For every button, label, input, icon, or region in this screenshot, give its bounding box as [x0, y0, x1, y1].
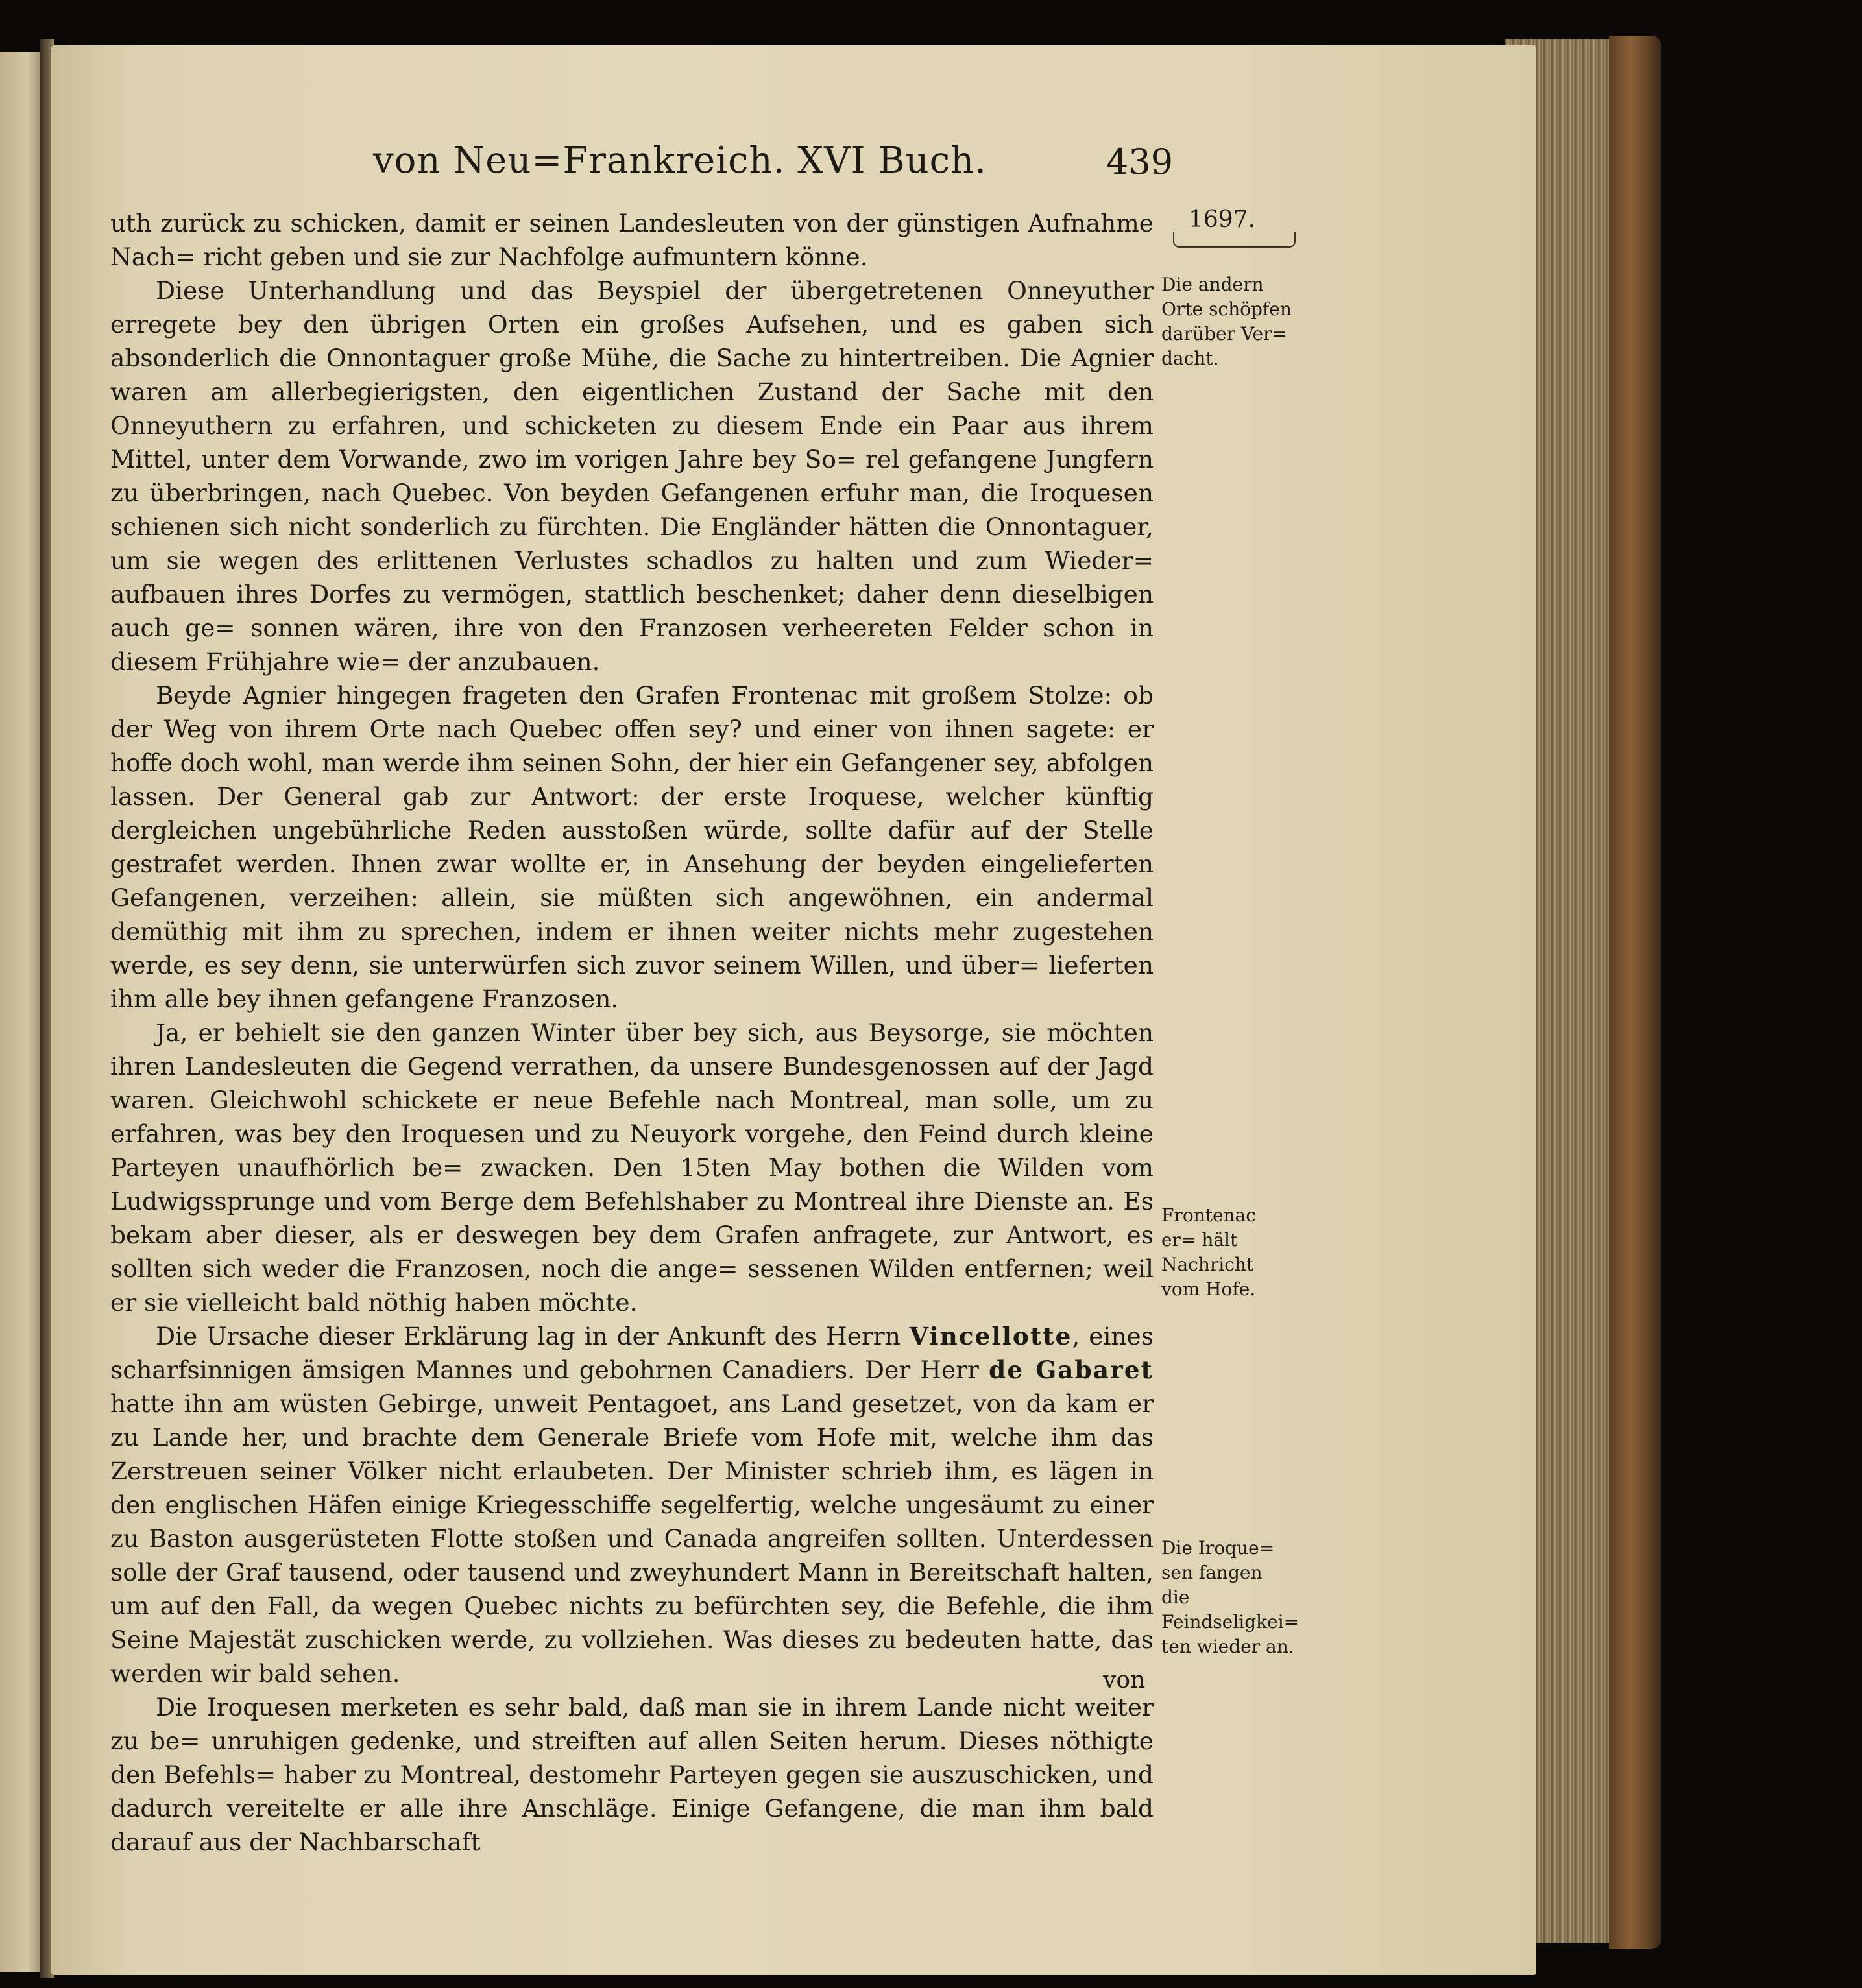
page-body: [110, 206, 1154, 1859]
paragraph-text: Die Ursache dieser Erklärung lag in der Ankunft des Herrn: [156, 1322, 910, 1350]
paragraph: Diese Unterhandlung und das Beyspiel der übergetretenen Onneyuther erregete bey den übrigen Orten ein großes Aufsehen, und es gaben sich absonderlich die Onnontaguer große Mühe, die Sache zu hintertreiben. Die Agnier waren am allerbegierigsten, den eigentlichen Zustand der Sache mit den Onneyuthern zu erfahren, und schicketen zu diesem Ende ein Paar aus ihrem Mittel, unter dem Vorwande, zwo im vorigen Jahre bey So= rel gefangene Jungfern zu überbringen, nach Quebec. Von beyden Gefangenen erfuhr man, die Iroquesen schienen sich nicht sonderlich zu fürchten. Die Engländer hätten die Onnontaguer, um sie wegen des erlittenen Verlustes schadlos zu halten und zum Wieder= aufbauen ihres Dorfes zu vermögen, stattlich beschenket; daher denn dieselbigen auch ge= sonnen wären, ihre von den Franzosen verheereten Felder schon in diesem Frühjahre wie= der anzubauen.: [110, 276, 1154, 676]
paragraph: uth zurück zu schicken, damit er seinen Landesleuten von der günstigen Aufnahme Nach= richt geben und sie zur Nachfolge aufmuntern könne.: [110, 209, 1154, 271]
paragraph-text: hatte ihn am wüsten Gebirge, unweit Pentagoet, ans Land gesetzet, von da kam er zu Lande her, und brachte dem Generale Briefe vom Hofe mit, welche ihm das Zerstreuen seiner Völker nicht erlaubeten. Der Minister schrieb ihm, es lägen in den englischen Häfen einige Kriegesschiffe segelfertig, welche ungesäumt zu einer zu Baston ausgerüsteten Flotte stoßen und Canada angreifen sollten. Unterdessen solle der Graf tausend, oder tausend und zweyhundert Mann in Bereitschaft halten, um auf den Fall, da wegen Quebec nichts zu befürchten sey, die Befehle, die ihm Seine Majestät zuschicken werde, zu vollziehen. Was dieses zu bedeuten hatte, das werden wir bald sehen.: [110, 1389, 1154, 1688]
paragraph: Ja, er behielt sie den ganzen Winter über bey sich, aus Beysorge, sie möchten ihren Landesleuten die Gegend verrathen, da unsere Bundesgenossen auf der Jagd waren. Gleichwohl schickete er neue Befehle nach Montreal, man solle, um zu erfahren, was bey den Iroquesen und zu Neuyork vorgehe, den Feind durch kleine Parteyen unaufhörlich be= zwacken. Den 15ten May bothen die Wilden vom Ludwigssprunge und vom Berge dem Befehlshaber zu Montreal ihre Dienste an. Es bekam aber dieser, als er deswegen bey dem Grafen anfragete, zur Antwort, es sollten sich weder die Franzosen, noch die ange= sessenen Wilden entfernen; weil er sie vielleicht bald nöthig haben möchte.: [110, 1018, 1154, 1317]
person-name: de Gabaret: [988, 1356, 1154, 1384]
running-head: von Neu=Frankreich. XVI Buch.: [373, 139, 987, 182]
paragraph-text: , eines scharfsinnigen ämsigen Mannes und gebohrnen Canadiers. Der Herr: [110, 1322, 1154, 1384]
catchword: von: [1103, 1667, 1146, 1694]
margin-year: 1697.: [1189, 206, 1256, 233]
margin-note: Frontenac er= hält Nachricht vom Hofe.: [1161, 1204, 1256, 1300]
margin-bracket: [1173, 232, 1296, 248]
paragraph: Die Iroquesen merketen es sehr bald, daß man sie in ihrem Lande nicht weiter zu be= unruhigen gedenke, und streiften auf allen Seiten herum. Dieses nöthigte den Befehls= haber zu Montreal, destomehr Parteyen gegen sie auszuschicken, und dadurch vereitelte er alle ihre Anschläge. Einige Gefangene, die man ihm bald darauf aus der Nachbarschaft: [110, 1693, 1154, 1856]
margin-note: Die Iroque= sen fangen die Feindseligkei= ten wieder an.: [1161, 1537, 1300, 1657]
paragraph: [110, 1319, 1154, 1690]
previous-page-edge: [0, 52, 45, 1972]
margin-note: Die andern Orte schöpfen darüber Ver= dacht.: [1161, 274, 1292, 369]
page-number: 439: [1106, 141, 1174, 182]
paragraph: Beyde Agnier hingegen frageten den Grafen Frontenac mit großem Stolze: ob der Weg von ihrem Orte nach Quebec offen sey? und einer von ihnen sagete: er hoffe doch wohl, man werde ihm seinen Sohn, der hier ein Gefangener sey, abfolgen lassen. Der General gab zur Antwort: der erste Iroquese, welcher künftig dergleichen ungebührliche Reden ausstoßen würde, sollte dafür auf der Stelle gestrafet werden. Ihnen zwar wollte er, in Ansehung der beyden eingelieferten Gefangenen, verzeihen: allein, sie müßten sich angewöhnen, ein andermal demüthig mit ihm zu sprechen, indem er ihnen weiter nichts mehr zugestehen werde, es sey denn, sie unterwürfen sich zuvor seinem Willen, und über= lieferten ihm alle bey ihnen gefangene Franzosen.: [110, 681, 1154, 1013]
person-name: Vincellotte: [909, 1322, 1072, 1350]
book-cover-edge: [1609, 36, 1661, 1949]
